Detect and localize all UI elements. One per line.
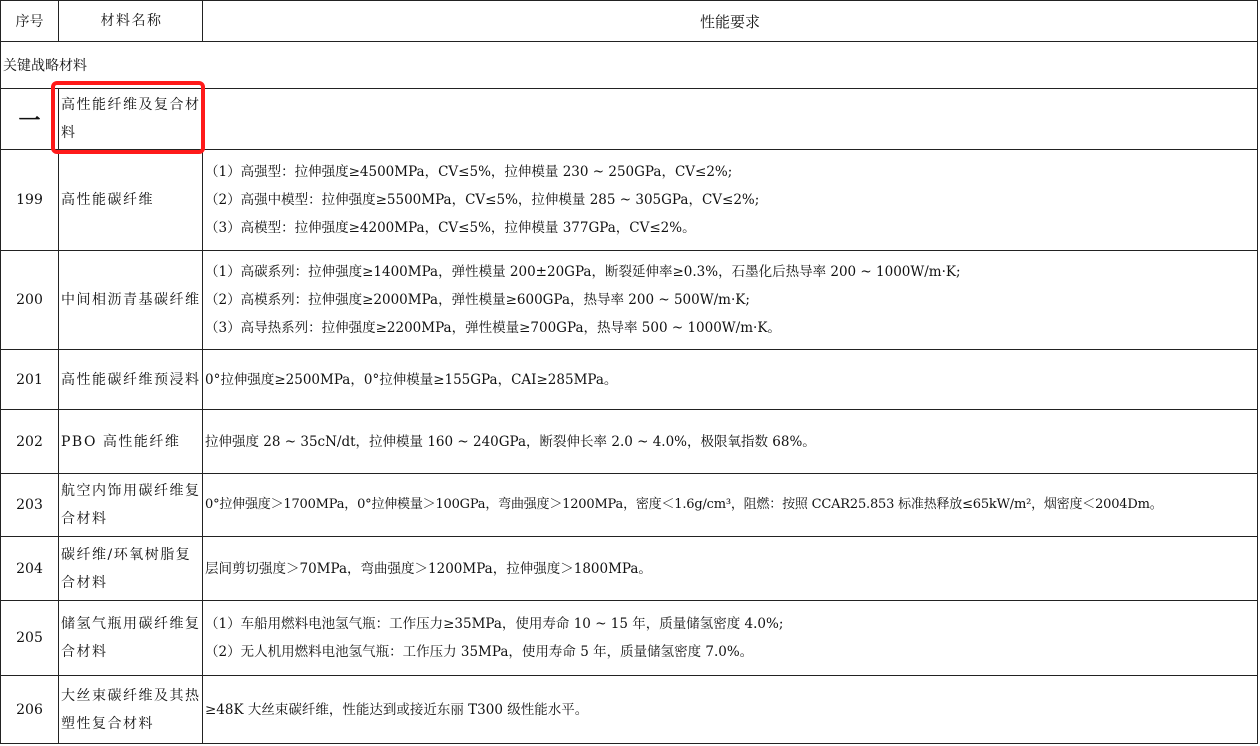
material-name: 大丝束碳纤维及其热塑性复合材料	[59, 676, 203, 744]
requirement-line: （2）高强中模型：拉伸强度≥5500MPa，CV≤5%，拉伸模量 285 ~ 305GPa，CV≤2%;	[205, 192, 760, 208]
requirement-line: 0°拉伸强度≥2500MPa，0°拉伸模量≥155GPa，CAI≥285MPa。	[205, 371, 618, 388]
category-number: 一	[1, 89, 59, 150]
table-row	[1, 150, 1258, 251]
requirements	[203, 251, 1258, 350]
category-name: 高性能纤维及复合材料	[59, 89, 203, 150]
material-name: 碳纤维/环氧树脂复合材料	[59, 537, 203, 601]
category-row	[1, 89, 1258, 150]
requirements	[203, 676, 1258, 744]
section-row	[1, 42, 1258, 89]
requirement-line: （1）高强型：拉伸强度≥4500MPa，CV≤5%，拉伸模量 230 ~ 250GPa，CV≤2%;	[205, 164, 733, 180]
row-number: 204	[1, 537, 59, 601]
material-name: 中间相沥青基碳纤维	[59, 251, 203, 350]
table-row	[1, 474, 1258, 537]
row-number: 199	[1, 150, 59, 251]
requirement-line: （2）高模系列：拉伸强度≥2000MPa，弹性模量≥600GPa，热导率 200 ~ 500W/m·K;	[205, 292, 750, 308]
requirement-line: ≥48K 大丝束碳纤维，性能达到或接近东丽 T300 级性能水平。	[205, 701, 589, 718]
table-row	[1, 676, 1258, 744]
row-number: 203	[1, 474, 59, 537]
material-name: 储氢气瓶用碳纤维复合材料	[59, 601, 203, 676]
row-number: 200	[1, 251, 59, 350]
requirement-line: 0°拉伸强度＞1700MPa，0°拉伸模量＞100GPa，弯曲强度＞1200MPa，密度＜1.6g/cm³，阻燃：按照 CCAR25.853 标准热释放≤65kW/m²，烟密度＜2004Dm。	[205, 497, 1163, 512]
header-number: 序号	[1, 1, 59, 42]
table-row	[1, 601, 1258, 676]
material-name: 高性能碳纤维	[59, 150, 203, 251]
row-number: 205	[1, 601, 59, 676]
material-name: 高性能碳纤维预浸料	[59, 350, 203, 410]
requirement-line: （1）高碳系列：拉伸强度≥1400MPa，弹性模量 200±20GPa，断裂延伸率≥0.3%，石墨化后热导率 200 ~ 1000W/m·K;	[205, 264, 961, 280]
material-name: PBO 高性能纤维	[59, 410, 203, 474]
requirements	[203, 350, 1258, 410]
category-requirements	[203, 89, 1258, 150]
requirement-line: （1）车船用燃料电池氢气瓶：工作压力≥35MPa，使用寿命 10 ~ 15 年，质量储氢密度 4.0%;	[205, 616, 784, 632]
header-material-name: 材料名称	[59, 1, 203, 42]
requirements	[203, 410, 1258, 474]
table-row	[1, 410, 1258, 474]
table-row	[1, 350, 1258, 410]
row-number: 206	[1, 676, 59, 744]
header-requirements: 性能要求	[203, 1, 1258, 42]
requirements	[203, 150, 1258, 251]
table-row	[1, 251, 1258, 350]
requirement-line: （3）高导热系列：拉伸强度≥2200MPa，弹性模量≥700GPa，热导率 500 ~ 1000W/m·K。	[205, 320, 781, 336]
section-title: 关键战略材料	[1, 42, 1258, 89]
requirements	[203, 601, 1258, 676]
material-name: 航空内饰用碳纤维复合材料	[59, 474, 203, 537]
requirement-line: （3）高模型：拉伸强度≥4200MPa，CV≤5%，拉伸模量 377GPa，CV≤2%。	[205, 220, 696, 236]
requirement-line: （2）无人机用燃料电池氢气瓶：工作压力 35MPa，使用寿命 5 年，质量储氢密度 7.0%。	[205, 644, 754, 660]
requirements	[203, 474, 1258, 537]
table-row	[1, 537, 1258, 601]
requirement-line: 拉伸强度 28 ~ 35cN/dt，拉伸模量 160 ~ 240GPa，断裂伸长率 2.0 ~ 4.0%，极限氧指数 68%。	[205, 433, 816, 450]
requirements	[203, 537, 1258, 601]
table-header-row	[1, 1, 1258, 42]
requirement-line: 层间剪切强度＞70MPa，弯曲强度＞1200MPa，拉伸强度＞1800MPa。	[205, 560, 652, 577]
row-number: 201	[1, 350, 59, 410]
row-number: 202	[1, 410, 59, 474]
